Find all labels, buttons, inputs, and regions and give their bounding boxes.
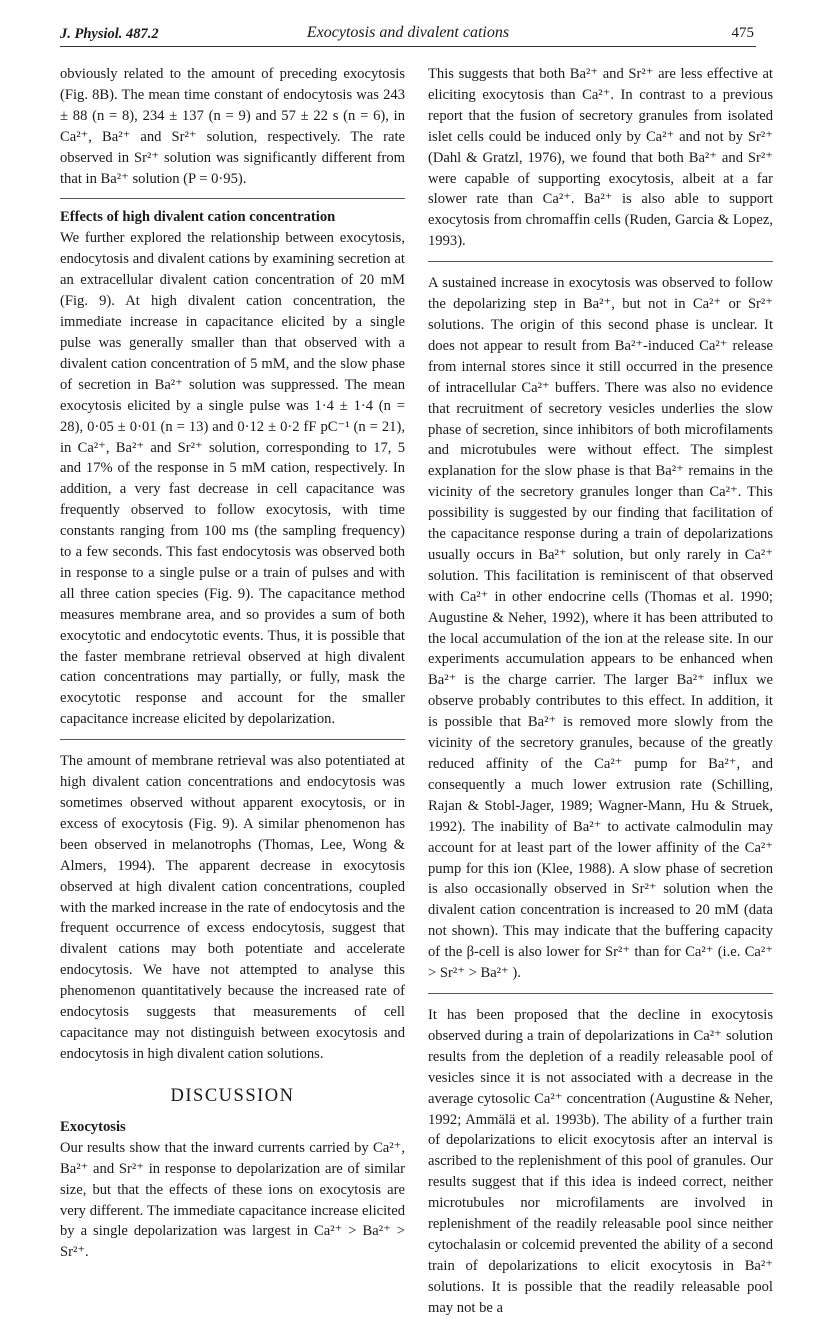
left-column	[60, 64, 405, 1263]
paragraph-ba-sr-effectiveness: This suggests that both Ba²⁺ and Sr²⁺ are less effective at eliciting exocytosis than Ca²⁺. In contrast to a previous report that the fusion of secretory granules from isolated islet cells could be induced only by Ca²⁺ and not by Sr²⁺ (Dahl & Gratzl, 1976), we found that both Ba²⁺ and Sr²⁺ were capable of supporting exocytosis, albeit at a far slower rate than Ca²⁺. Ba²⁺ is also able to support exocytosis from chromaffin cells (Ruden, Garcia & Lopez, 1993).	[428, 66, 773, 250]
running-title: Exocytosis and divalent cations	[306, 24, 510, 41]
right-column	[428, 64, 773, 1319]
section-divider	[60, 198, 405, 199]
subheading-high-concentration: Effects of high divalent cation concentration	[60, 209, 336, 226]
paragraph-divider	[428, 261, 773, 262]
paragraph-membrane-retrieval: The amount of membrane retrieval was also potentiated at high divalent cation concentrations and endocytosis was sometimes observed without apparent exocytosis, or in excess of exocytosis (Fig. 9). A similar phenomenon has been observed in melanotrophs (Thomas, Lee, Wong & Almers, 1994). The apparent decrease in exocytosis observed at high divalent cation concentrations, coupled with the marked increase in the rate of endocytosis and the frequent occurrence of excess endocytosis, suggest that divalent cations may both potentiate and accelerate endocytosis. We have not attempted to analyse this phenomenon quantitatively because the increased rate of endocytosis suggests that measurements of cell capacitance may not distinguish between exocytosis and endocytosis in high divalent cation solutions.	[60, 753, 405, 1062]
paragraph-divider	[60, 739, 405, 740]
paragraph-endocytosis-time-constant: obviously related to the amount of preceding exocytosis (Fig. 8B). The mean time constant of endocytosis was 243 ± 88 (n = 8), 234 ± 137 (n = 9) and 57 ± 22 s (n = 6), in Ca²⁺, Ba²⁺ and Sr²⁺ solution, respectively. The rate observed in Sr²⁺ solution was significantly different from that in Ba²⁺ solution (P = 0·95).	[60, 66, 405, 187]
section-title-discussion: DISCUSSION	[170, 1085, 295, 1106]
journal-citation: J. Physiol. 487.2	[60, 26, 159, 42]
subheading-exocytosis: Exocytosis	[60, 1118, 126, 1135]
page-number: 475	[731, 25, 754, 41]
paragraph-releasable-pool: It has been proposed that the decline in exocytosis observed during a train of depolarizations in Ca²⁺ solution results from the depletion of a readily releasable pool of vesicles since it is not associated with a decrease in the average cytosolic Ca²⁺ concentration (Augustine & Neher, 1992; Ammälä et al. 1993b). The ability of a further train of depolarizations to elicit exocytosis after an interval is ascribed to the replenishment of this pool of granules. Our results suggest that if this idea is indeed correct, neither microtubules nor microfilaments are involved in replenishment of the readily releasable pool since neither cytochalasin or colcemid prevented the ability of a second train of depolarizations to elicit exocytosis in Ba²⁺ solutions. It is possible that the readily releasable pool may not be a	[428, 1006, 773, 1316]
paragraph-sustained-increase: A sustained increase in exocytosis was observed to follow the depolarizing step in Ba²⁺, but not in Ca²⁺ or Sr²⁺ solutions. The origin of this second phase is unclear. It does not appear to result from Ba²⁺-induced Ca²⁺ release from internal stores since it still occurred in the presence of intracellular Ca²⁺ buffers. There was also no evidence that recruitment of secretory vesicles underlies the slow phase of secretion, since inhibitors of both microfilaments and microtubules were without effect. The simplest explanation for the slow phase is that Ba²⁺ remains in the vicinity of the secretory granules longer than Ca²⁺. This possibility is suggested by our finding that facilitation of the capacitance response during a train of depolarizations usually occurs in Ba²⁺ solution, but only rarely in Ca²⁺ solution. This facilitation is reminiscent of that observed with Ca²⁺ in other endocrine cells (Thomas et al. 1990; Augustine & Neher, 1992), where it has been attributed to the local accumulation of the ion at the release site. In our experiments accumulation appears to be enhanced when Ba²⁺ is the charge carrier. The larger Ba²⁺ influx we observe probably contributes to this effect. In addition, it is possible that Ba²⁺ is removed more slowly from the vicinity of the secretory granules, because of the greatly reduced affinity of the Ca²⁺ pump for Ba²⁺, and consequently a much lower extrusion rate (Schilling, Rajan & Stobl-Jager, 1989; Wagner-Mann, Hu & Struek, 1992). The inability of Ba²⁺ to activate calmodulin may account for at least part of the lower affinity of the Ca²⁺ pump for this ion (Klee, 1988). A slow phase of secretion is also occasionally observed in Sr²⁺ solution when the divalent cation concentration is increased to 20 mM (data not shown). This may indicate that the buffering capacity of the β-cell is also lower for Sr²⁺ than for Ca²⁺ (i.e. Ca²⁺ > Sr²⁺ > Ba²⁺ ).	[428, 275, 773, 982]
paragraph-high-concentration-results: We further explored the relationship between exocytosis, endocytosis and divalent cations by examining secretion at an extracellular divalent cation concentration of 20 mM (Fig. 9). At high divalent cation concentration, the immediate increase in capacitance elicited by a single pulse was generally smaller than that observed with a divalent cation concentration of 5 mM, and the slow phase of secretion in Ba²⁺ solution was suppressed. The mean exocytosis elicited by a single pulse was 1·4 ± 1·4 (n = 28), 0·05 ± 0·01 (n = 13) and 0·12 ± 0·2 fF pC⁻¹ (n = 21), in Ca²⁺, Ba²⁺ and Sr²⁺ solution, corresponding to 17, 5 and 17% of the response in 5 mM cation, respectively. In addition, a very fast decrease in cell capacitance was frequently observed to follow exocytosis, with time constants ranging from 100 ms (the sampling frequency) to a few seconds. This fast endocytosis was observed both in response to a single pulse or a train of pulses and with all three cation species (Fig. 9). The capacitance method measures membrane area, and so provides a sum of both exocytotic and endocytotic events. Thus, it is possible that the faster membrane retrieval observed at high divalent cation concentrations may partially, or fully, mask the exocytotic response and account for the smaller capacitance increase elicited by depolarization.	[60, 230, 405, 728]
running-header	[60, 24, 756, 47]
paragraph-divider	[428, 993, 773, 994]
paragraph-discussion-intro: Our results show that the inward currents carried by Ca²⁺, Ba²⁺ and Sr²⁺ in response to depolarization are of similar size, but that the effects of these ions on exocytosis are very different. The immediate capacitance increase elicited by a single depolarization was largest in Ca²⁺ > Ba²⁺ > Sr²⁺.	[60, 1139, 405, 1261]
